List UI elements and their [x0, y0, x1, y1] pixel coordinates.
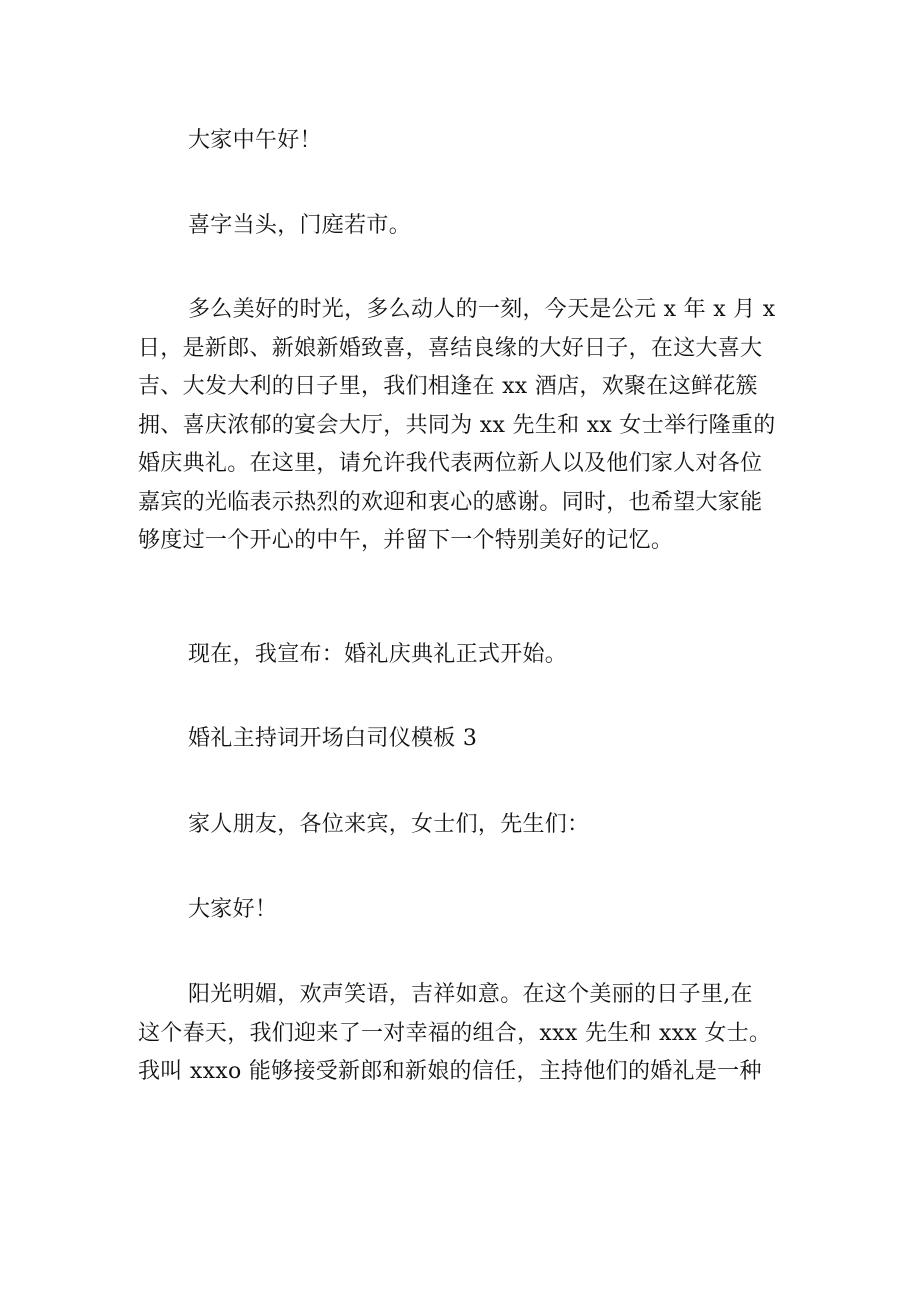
hello-paragraph: 大家好！ [188, 897, 278, 922]
announcement-paragraph: 现在，我宣布：婚礼庆典礼正式开始。 [188, 642, 568, 667]
introduction-paragraph [138, 976, 798, 1092]
paragraph-line: 婚庆典礼。在这里，请允许我代表两位新人以及他们家人对各位 [138, 451, 763, 476]
paragraph-line: 吉、大发大利的日子里，我们相逢在 xx 酒店，欢聚在这鲜花簇 [138, 374, 758, 399]
paragraph-line: 嘉宾的光临表示热烈的欢迎和衷心的感谢。同时，也希望大家能 [138, 489, 763, 515]
paragraph-line: 拥、喜庆浓郁的宴会大厅，共同为 xx 先生和 xx 女士举行隆重的 [138, 412, 776, 438]
opening-paragraph: 喜字当头，门庭若市。 [188, 213, 412, 238]
paragraph-line: 日，是新郎、新娘新婚致喜，喜结良缘的大好日子，在这大喜大 [138, 335, 763, 361]
section-heading: 婚礼主持词开场白司仪模板 3 [188, 726, 478, 751]
paragraph-line: 我叫 xxxo 能够接受新郎和新娘的信任，主持他们的婚礼是一种 [138, 1059, 762, 1084]
paragraph-line: 够度过一个开心的中午，并留下一个特别美好的记忆。 [138, 528, 674, 553]
paragraph-line: 多么美好的时光，多么动人的一刻，今天是公元 x 年 x 月 x [188, 297, 776, 322]
paragraph-line: 这个春天，我们迎来了一对幸福的组合，xxx 先生和 xxx 女士。 [138, 1020, 772, 1046]
salutation-paragraph: 家人朋友，各位来宾，女士们，先生们： [188, 812, 590, 837]
paragraph-line: 阳光明媚，欢声笑语，吉祥如意。在这个美丽的日子里,在 [188, 982, 753, 1007]
greeting-paragraph: 大家中午好！ [188, 128, 322, 153]
date-paragraph [138, 291, 798, 561]
